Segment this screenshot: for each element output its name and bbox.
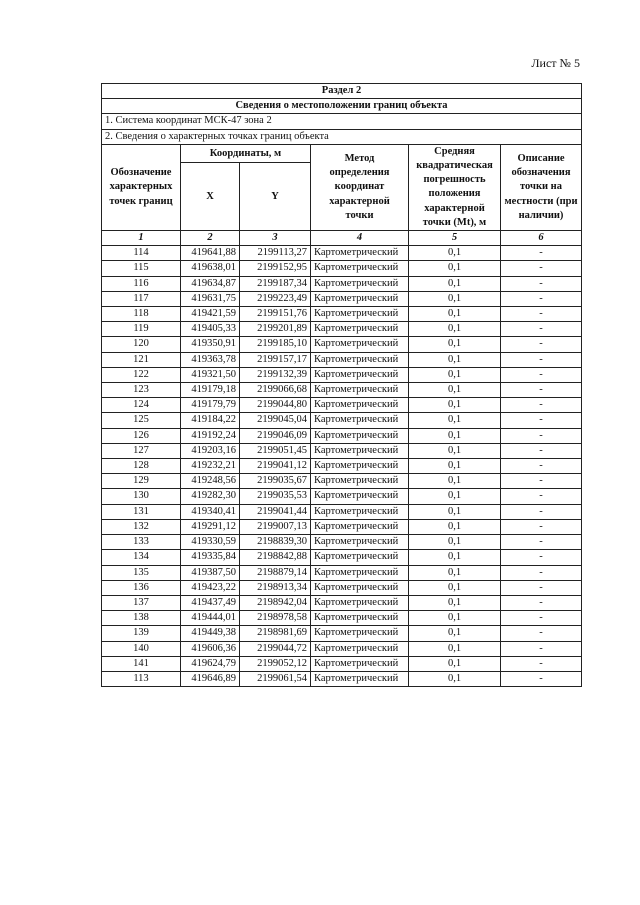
cell-description: - — [501, 291, 582, 306]
table-row — [102, 307, 582, 322]
cell-method: Картометрический — [311, 595, 409, 610]
cell-description: - — [501, 443, 582, 458]
cell-description: - — [501, 504, 582, 519]
cell-method: Картометрический — [311, 519, 409, 534]
cell-point-id: 135 — [102, 565, 181, 580]
cell-description: - — [501, 535, 582, 550]
cell-method: Картометрический — [311, 580, 409, 595]
cell-accuracy: 0,1 — [409, 307, 501, 322]
cell-point-id: 124 — [102, 398, 181, 413]
cell-point-id: 127 — [102, 443, 181, 458]
table-body — [102, 246, 582, 687]
cell-method: Картометрический — [311, 398, 409, 413]
table-row — [102, 246, 582, 261]
table-row — [102, 671, 582, 686]
column-number: 4 — [311, 231, 409, 246]
cell-description: - — [501, 398, 582, 413]
cell-x-coordinate: 419184,22 — [181, 413, 240, 428]
cell-y-coordinate: 2199052,12 — [240, 656, 311, 671]
cell-method: Картометрический — [311, 383, 409, 398]
cell-point-id: 116 — [102, 276, 181, 291]
cell-x-coordinate: 419646,89 — [181, 671, 240, 686]
cell-method: Картометрический — [311, 550, 409, 565]
cell-point-id: 113 — [102, 671, 181, 686]
cell-y-coordinate: 2199061,54 — [240, 671, 311, 686]
cell-y-coordinate: 2199185,10 — [240, 337, 311, 352]
cell-y-coordinate: 2199151,76 — [240, 307, 311, 322]
cell-method: Картометрический — [311, 443, 409, 458]
cell-point-id: 138 — [102, 611, 181, 626]
cell-y-coordinate: 2198879,14 — [240, 565, 311, 580]
cell-y-coordinate: 2199157,17 — [240, 352, 311, 367]
cell-description: - — [501, 383, 582, 398]
column-number: 5 — [409, 231, 501, 246]
cell-description: - — [501, 337, 582, 352]
cell-accuracy: 0,1 — [409, 504, 501, 519]
cell-point-id: 132 — [102, 519, 181, 534]
header-x: X — [181, 163, 240, 231]
cell-method: Картометрический — [311, 246, 409, 261]
cell-y-coordinate: 2199066,68 — [240, 383, 311, 398]
cell-accuracy: 0,1 — [409, 261, 501, 276]
cell-x-coordinate: 419606,36 — [181, 641, 240, 656]
cell-point-id: 136 — [102, 580, 181, 595]
cell-description: - — [501, 367, 582, 382]
cell-x-coordinate: 419444,01 — [181, 611, 240, 626]
cell-y-coordinate: 2199223,49 — [240, 291, 311, 306]
cell-accuracy: 0,1 — [409, 580, 501, 595]
cell-description: - — [501, 413, 582, 428]
cell-x-coordinate: 419638,01 — [181, 261, 240, 276]
cell-accuracy: 0,1 — [409, 276, 501, 291]
table-row — [102, 580, 582, 595]
header-point-designation: Обозначение характерных точек границ — [102, 144, 181, 230]
cell-point-id: 121 — [102, 352, 181, 367]
cell-accuracy: 0,1 — [409, 291, 501, 306]
cell-method: Картометрический — [311, 276, 409, 291]
cell-point-id: 120 — [102, 337, 181, 352]
table-row — [102, 276, 582, 291]
cell-y-coordinate: 2198978,58 — [240, 611, 311, 626]
cell-y-coordinate: 2199041,44 — [240, 504, 311, 519]
cell-y-coordinate: 2199045,04 — [240, 413, 311, 428]
cell-accuracy: 0,1 — [409, 246, 501, 261]
table-row — [102, 550, 582, 565]
cell-x-coordinate: 419179,79 — [181, 398, 240, 413]
cell-accuracy: 0,1 — [409, 383, 501, 398]
cell-description: - — [501, 474, 582, 489]
cell-description: - — [501, 352, 582, 367]
cell-x-coordinate: 419641,88 — [181, 246, 240, 261]
cell-accuracy: 0,1 — [409, 626, 501, 641]
cell-method: Картометрический — [311, 626, 409, 641]
cell-y-coordinate: 2199044,80 — [240, 398, 311, 413]
cell-description: - — [501, 261, 582, 276]
cell-y-coordinate: 2199187,34 — [240, 276, 311, 291]
column-number: 3 — [240, 231, 311, 246]
table-row — [102, 322, 582, 337]
cell-y-coordinate: 2198842,88 — [240, 550, 311, 565]
table-row — [102, 535, 582, 550]
cell-point-id: 123 — [102, 383, 181, 398]
cell-description: - — [501, 565, 582, 580]
cell-method: Картометрический — [311, 474, 409, 489]
cell-y-coordinate: 2198913,34 — [240, 580, 311, 595]
cell-x-coordinate: 419631,75 — [181, 291, 240, 306]
table-row — [102, 626, 582, 641]
cell-point-id: 126 — [102, 428, 181, 443]
cell-y-coordinate: 2199035,53 — [240, 489, 311, 504]
cell-accuracy: 0,1 — [409, 413, 501, 428]
cell-description: - — [501, 459, 582, 474]
cell-method: Картометрический — [311, 656, 409, 671]
cell-description: - — [501, 641, 582, 656]
cell-accuracy: 0,1 — [409, 519, 501, 534]
cell-method: Картометрический — [311, 565, 409, 580]
cell-point-id: 130 — [102, 489, 181, 504]
cell-x-coordinate: 419340,41 — [181, 504, 240, 519]
coordinate-system-line: 1. Система координат МСК-47 зона 2 — [102, 114, 582, 129]
cell-description: - — [501, 428, 582, 443]
cell-accuracy: 0,1 — [409, 565, 501, 580]
cell-method: Картометрический — [311, 352, 409, 367]
cell-description: - — [501, 656, 582, 671]
cell-y-coordinate: 2198942,04 — [240, 595, 311, 610]
cell-method: Картометрический — [311, 641, 409, 656]
cell-point-id: 115 — [102, 261, 181, 276]
cell-description: - — [501, 276, 582, 291]
cell-description: - — [501, 550, 582, 565]
table-row — [102, 656, 582, 671]
cell-description: - — [501, 580, 582, 595]
cell-accuracy: 0,1 — [409, 443, 501, 458]
cell-point-id: 131 — [102, 504, 181, 519]
points-info-line: 2. Сведения о характерных точках границ объекта — [102, 129, 582, 144]
cell-x-coordinate: 419363,78 — [181, 352, 240, 367]
cell-method: Картометрический — [311, 535, 409, 550]
cell-accuracy: 0,1 — [409, 595, 501, 610]
cell-method: Картометрический — [311, 611, 409, 626]
cell-method: Картометрический — [311, 367, 409, 382]
cell-point-id: 137 — [102, 595, 181, 610]
cell-point-id: 128 — [102, 459, 181, 474]
cell-x-coordinate: 419449,38 — [181, 626, 240, 641]
cell-description: - — [501, 322, 582, 337]
cell-accuracy: 0,1 — [409, 474, 501, 489]
cell-description: - — [501, 626, 582, 641]
table-row — [102, 383, 582, 398]
table-row — [102, 428, 582, 443]
table-row — [102, 641, 582, 656]
cell-accuracy: 0,1 — [409, 398, 501, 413]
table-row — [102, 504, 582, 519]
table-row — [102, 474, 582, 489]
cell-method: Картометрический — [311, 489, 409, 504]
header-method: Метод определения координат характерной точки — [311, 144, 409, 230]
cell-method: Картометрический — [311, 337, 409, 352]
cell-y-coordinate: 2199035,67 — [240, 474, 311, 489]
cell-accuracy: 0,1 — [409, 367, 501, 382]
cell-y-coordinate: 2199152,95 — [240, 261, 311, 276]
cell-y-coordinate: 2199007,13 — [240, 519, 311, 534]
cell-method: Картометрический — [311, 671, 409, 686]
table-row — [102, 367, 582, 382]
cell-method: Картометрический — [311, 459, 409, 474]
cell-y-coordinate: 2199041,12 — [240, 459, 311, 474]
cell-description: - — [501, 246, 582, 261]
cell-x-coordinate: 419350,91 — [181, 337, 240, 352]
cell-description: - — [501, 307, 582, 322]
cell-y-coordinate: 2199051,45 — [240, 443, 311, 458]
cell-accuracy: 0,1 — [409, 459, 501, 474]
cell-accuracy: 0,1 — [409, 671, 501, 686]
cell-x-coordinate: 419282,30 — [181, 489, 240, 504]
table-row — [102, 565, 582, 580]
table-row — [102, 459, 582, 474]
table-row — [102, 413, 582, 428]
header-y: Y — [240, 163, 311, 231]
cell-x-coordinate: 419405,33 — [181, 322, 240, 337]
table-row — [102, 611, 582, 626]
cell-x-coordinate: 419330,59 — [181, 535, 240, 550]
sheet-number: Лист № 5 — [531, 56, 580, 70]
cell-x-coordinate: 419335,84 — [181, 550, 240, 565]
cell-accuracy: 0,1 — [409, 337, 501, 352]
cell-accuracy: 0,1 — [409, 489, 501, 504]
cell-point-id: 129 — [102, 474, 181, 489]
section-subtitle: Сведения о местоположении границ объекта — [102, 99, 582, 114]
cell-description: - — [501, 671, 582, 686]
cell-x-coordinate: 419192,24 — [181, 428, 240, 443]
cell-x-coordinate: 419232,21 — [181, 459, 240, 474]
cell-method: Картометрический — [311, 291, 409, 306]
cell-description: - — [501, 519, 582, 534]
table-row — [102, 398, 582, 413]
cell-point-id: 125 — [102, 413, 181, 428]
cell-x-coordinate: 419634,87 — [181, 276, 240, 291]
cell-accuracy: 0,1 — [409, 641, 501, 656]
cell-method: Картометрический — [311, 428, 409, 443]
cell-y-coordinate: 2198981,69 — [240, 626, 311, 641]
section-title: Раздел 2 — [102, 84, 582, 99]
cell-y-coordinate: 2198839,30 — [240, 535, 311, 550]
cell-x-coordinate: 419423,22 — [181, 580, 240, 595]
cell-point-id: 141 — [102, 656, 181, 671]
cell-method: Картометрический — [311, 504, 409, 519]
table-row — [102, 261, 582, 276]
cell-point-id: 139 — [102, 626, 181, 641]
cell-description: - — [501, 595, 582, 610]
header-description: Описание обозначения точки на местности (при наличии) — [501, 144, 582, 230]
boundary-points-table — [101, 83, 582, 687]
cell-description: - — [501, 611, 582, 626]
column-number: 6 — [501, 231, 582, 246]
table-row — [102, 489, 582, 504]
cell-y-coordinate: 2199201,89 — [240, 322, 311, 337]
cell-point-id: 114 — [102, 246, 181, 261]
cell-y-coordinate: 2199132,39 — [240, 367, 311, 382]
cell-point-id: 118 — [102, 307, 181, 322]
table-row — [102, 291, 582, 306]
cell-x-coordinate: 419387,50 — [181, 565, 240, 580]
cell-method: Картометрический — [311, 413, 409, 428]
header-coordinates: Координаты, м — [181, 144, 311, 163]
cell-x-coordinate: 419421,59 — [181, 307, 240, 322]
cell-x-coordinate: 419321,50 — [181, 367, 240, 382]
cell-point-id: 119 — [102, 322, 181, 337]
table-row — [102, 595, 582, 610]
cell-method: Картометрический — [311, 307, 409, 322]
cell-accuracy: 0,1 — [409, 611, 501, 626]
cell-method: Картометрический — [311, 261, 409, 276]
table-row — [102, 443, 582, 458]
cell-y-coordinate: 2199044,72 — [240, 641, 311, 656]
table-row — [102, 519, 582, 534]
cell-x-coordinate: 419624,79 — [181, 656, 240, 671]
cell-y-coordinate: 2199113,27 — [240, 246, 311, 261]
cell-y-coordinate: 2199046,09 — [240, 428, 311, 443]
cell-accuracy: 0,1 — [409, 352, 501, 367]
cell-point-id: 133 — [102, 535, 181, 550]
cell-description: - — [501, 489, 582, 504]
cell-accuracy: 0,1 — [409, 322, 501, 337]
cell-point-id: 117 — [102, 291, 181, 306]
cell-point-id: 122 — [102, 367, 181, 382]
cell-accuracy: 0,1 — [409, 428, 501, 443]
column-number: 2 — [181, 231, 240, 246]
cell-accuracy: 0,1 — [409, 550, 501, 565]
cell-x-coordinate: 419203,16 — [181, 443, 240, 458]
column-number: 1 — [102, 231, 181, 246]
cell-x-coordinate: 419179,18 — [181, 383, 240, 398]
table-row — [102, 337, 582, 352]
cell-method: Картометрический — [311, 322, 409, 337]
cell-x-coordinate: 419437,49 — [181, 595, 240, 610]
cell-accuracy: 0,1 — [409, 535, 501, 550]
cell-accuracy: 0,1 — [409, 656, 501, 671]
cell-x-coordinate: 419291,12 — [181, 519, 240, 534]
cell-point-id: 140 — [102, 641, 181, 656]
header-accuracy: Средняя квадратическая погрешность положения характерной точки (Mt), м — [409, 144, 501, 230]
cell-point-id: 134 — [102, 550, 181, 565]
cell-x-coordinate: 419248,56 — [181, 474, 240, 489]
table-row — [102, 352, 582, 367]
